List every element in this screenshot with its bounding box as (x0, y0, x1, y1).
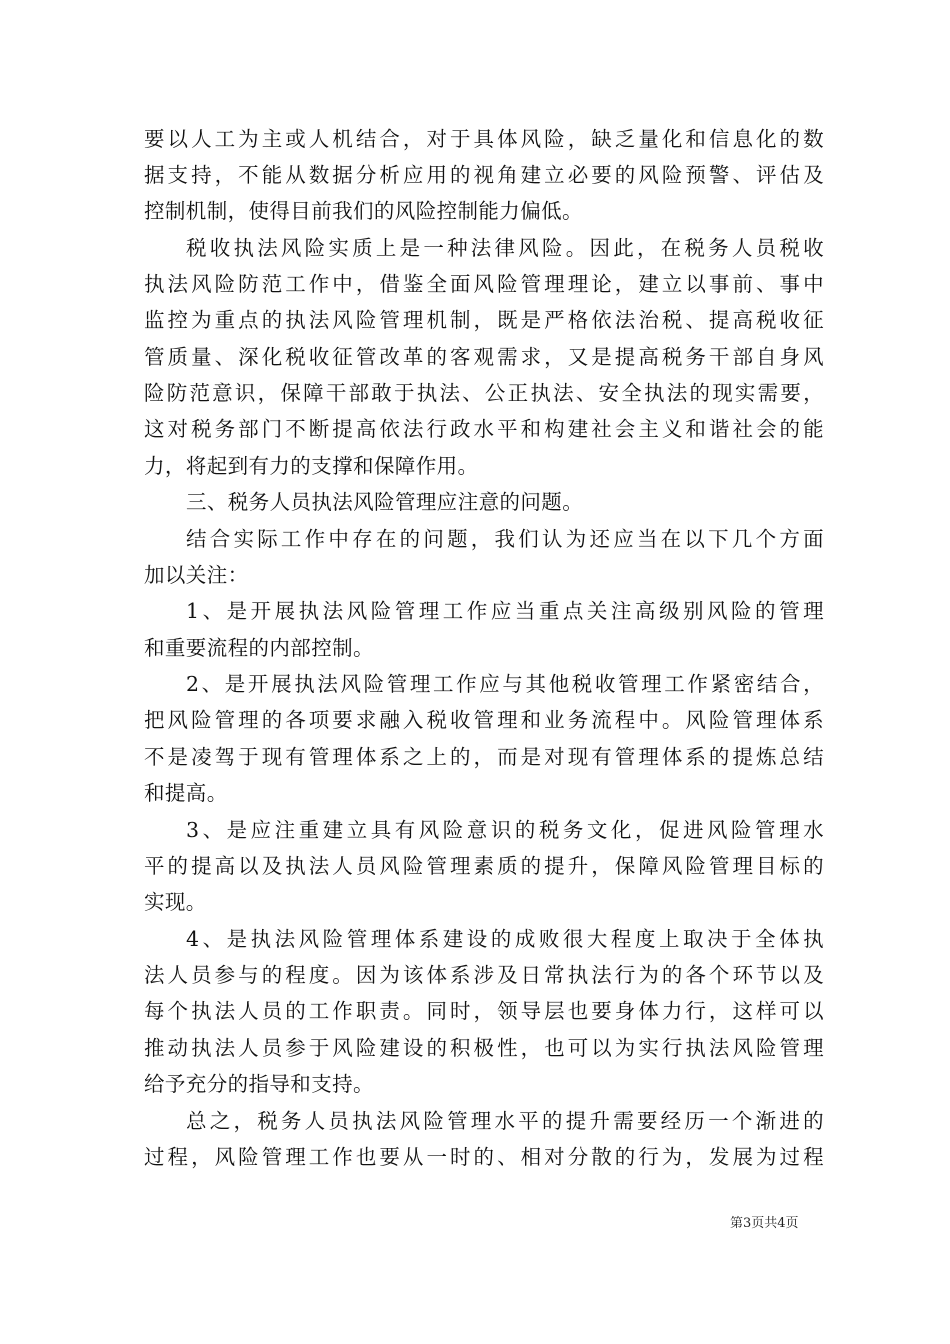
paragraph-1-line-2: 据支持，不能从数据分析应用的视角建立必要的风险预警、评估及 (144, 163, 824, 187)
item-2-line-4: 和提高。 (144, 781, 228, 805)
conclusion-line-2: 过程，风险管理工作也要从一时的、相对分散的行为，发展为过程 (144, 1145, 824, 1169)
paragraph-2-line-1: 税收执法风险实质上是一种法律风险。因此，在税务人员税收 (186, 236, 824, 260)
item-2-line-3: 不是凌驾于现有管理体系之上的，而是对现有管理体系的提炼总结 (144, 745, 824, 769)
paragraph-2-line-3: 监控为重点的执法风险管理机制，既是严格依法治税、提高税收征 (144, 308, 824, 332)
item-3-line-2: 平的提高以及执法人员风险管理素质的提升，保障风险管理目标的 (144, 854, 824, 878)
item-4-line-1: 4、是执法风险管理体系建设的成败很大程度上取决于全体执 (186, 927, 824, 951)
item-3-line-3: 实现。 (144, 890, 207, 914)
paragraph-2-line-5: 险防范意识，保障干部敢于执法、公正执法、安全执法的现实需要， (144, 381, 824, 405)
item-4-line-2: 法人员参与的程度。因为该体系涉及日常执法行为的各个环节以及 (144, 963, 824, 987)
paragraph-2-line-2: 执法风险防范工作中，借鉴全面风险管理理论，建立以事前、事中 (144, 272, 824, 296)
item-4-line-4: 推动执法人员参于风险建设的积极性，也可以为实行执法风险管理 (144, 1036, 824, 1060)
paragraph-3-line-2: 加以关注： (144, 563, 249, 587)
section-heading: 三、税务人员执法风险管理应注意的问题。 (186, 490, 584, 514)
paragraph-2-line-6: 这对税务部门不断提高依法行政水平和构建社会主义和谐社会的能 (144, 417, 824, 441)
item-1-line-2: 和重要流程的内部控制。 (144, 636, 374, 660)
conclusion-line-1: 总之，税务人员执法风险管理水平的提升需要经历一个渐进的 (186, 1109, 824, 1133)
item-4-line-5: 给予充分的指导和支持。 (144, 1072, 374, 1096)
paragraph-3-line-1: 结合实际工作中存在的问题，我们认为还应当在以下几个方面 (186, 527, 824, 551)
item-2-line-1: 2、是开展执法风险管理工作应与其他税收管理工作紧密结合， (186, 672, 824, 696)
paragraph-2-line-7: 力，将起到有力的支撑和保障作用。 (144, 454, 479, 478)
paragraph-2-line-4: 管质量、深化税收征管改革的客观需求，又是提高税务干部自身风 (144, 345, 824, 369)
item-2-line-2: 把风险管理的各项要求融入税收管理和业务流程中。风险管理体系 (144, 708, 824, 732)
item-3-line-1: 3、是应注重建立具有风险意识的税务文化，促进风险管理水 (186, 818, 824, 842)
paragraph-1-line-1: 要以人工为主或人机结合，对于具体风险，缺乏量化和信息化的数 (144, 127, 824, 151)
page-number-footer: 第3页共4页 (730, 1216, 799, 1231)
item-4-line-3: 每个执法人员的工作职责。同时，领导层也要身体力行，这样可以 (144, 999, 824, 1023)
paragraph-1-line-3: 控制机制，使得目前我们的风险控制能力偏低。 (144, 199, 583, 223)
item-1-line-1: 1、是开展执法风险管理工作应当重点关注高级别风险的管理 (186, 599, 824, 623)
